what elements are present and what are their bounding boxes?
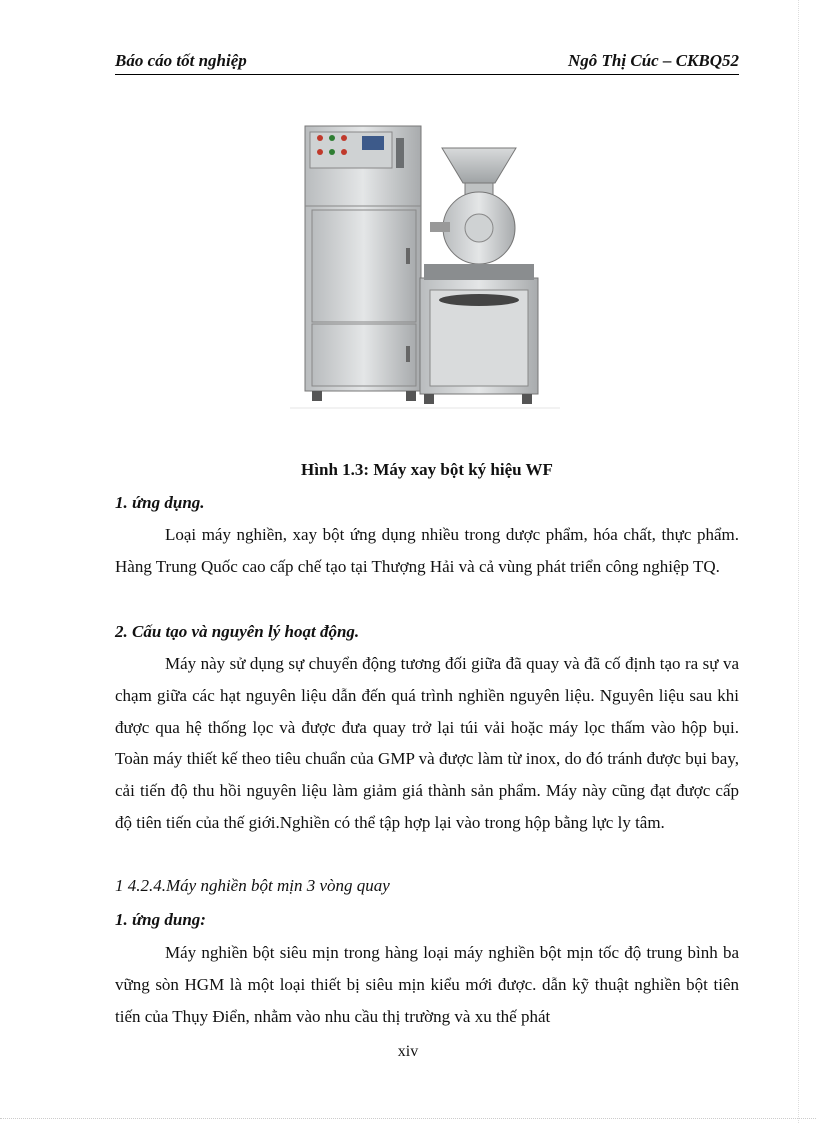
figure-caption: Hình 1.3: Máy xay bột ký hiệu WF — [301, 460, 553, 479]
bottom-divider — [0, 1118, 816, 1119]
section-heading-structure: 2. Cấu tạo và nguyên lý hoạt động. — [115, 622, 360, 641]
paragraph-application-2: Máy nghiền bột siêu mịn trong hàng loại máy nghiền bột mịn tốc độ trung bình ba vững sòn HGM là một loại thiết bị siêu mịn kiểu mới được. dẫn kỹ thuật nghiền bột tiên tiến của Thụy Điển, nhằm vào nhu cầu thị trường và xu thế phát — [115, 943, 739, 1026]
header-right: Ngô Thị Cúc – CKBQ52 — [568, 51, 739, 70]
machine-figure — [290, 118, 560, 446]
paragraph-application: Loại máy nghiền, xay bột ứng dụng nhiều trong dược phẩm, hóa chất, thực phẩm. Hàng Trung Quốc cao cấp chế tạo tại Thượng Hải và cả vùng phát triển công nghiệp TQ. — [115, 525, 739, 576]
subsection-title: 1 4.2.4.Máy nghiền bột mịn 3 vòng quay — [115, 876, 390, 895]
page-header — [115, 50, 739, 75]
paragraph-structure: Máy này sử dụng sự chuyển động tương đối giữa đã quay và đã cố định tạo ra sự va chạm giữa các hạt nguyên liệu dẫn đến quá trình nghiền nguyên liệu. Nguyên liệu sau khi được qua hệ thống lọc và được đưa quay trở lại túi vải hoặc máy lọc thấm vào hộp bụi. Toàn máy thiết kế theo tiêu chuẩn của GMP và được làm từ inox, do đó tránh được bụi bay, cải tiến độ thu hồi nguyên liệu làm giảm giá thành sản phẩm. Máy này cũng đạt được cấp độ tiên tiến của thế giới.Nghiền có thể tập hợp lại vào trong hộp bằng lực ly tâm. — [115, 654, 739, 832]
right-divider — [798, 0, 799, 1123]
page-number: xiv — [397, 1043, 419, 1060]
section-heading-application-2: 1. ứng dung: — [115, 910, 206, 929]
header-left: Báo cáo tốt nghiệp — [115, 51, 247, 70]
grinding-machine-image — [290, 118, 560, 446]
section-heading-application: 1. ứng dụng. — [115, 493, 205, 512]
